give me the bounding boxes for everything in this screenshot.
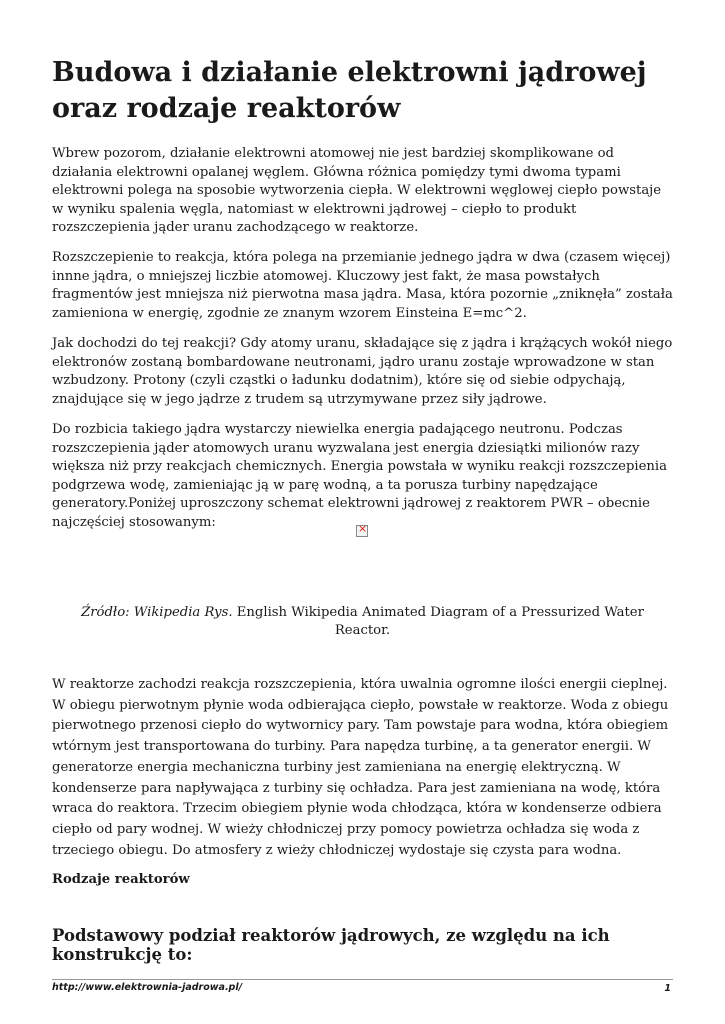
- broken-image-icon: [356, 525, 368, 537]
- page-footer: [52, 979, 673, 993]
- paragraph: W reaktorze zachodzi reakcja rozszczepienia, która uwalnia ogromne ilości energii cieplnej. W obiegu pierwotnym płynie woda odbierająca ciepło, powstałe w reaktorze. Woda z obiegu pierwotnego przenosi ciepło do wytwornicy pary. Tam powstaje para wodna, która obiegiem wtórnym jest transportowana do turbiny. Para napędza turbinę, a ta generator energii. W generatorze energia mechaniczna turbiny jest zamieniana na energię elektryczną. W kondenserze para napływająca z turbiny się ochładza. Para jest zamieniana na wodę, która wraca do reaktora. Trzecim obiegiem płynie woda chłodząca, która w kondenserze odbiera ciepło od pary wodnej. W wieży chłodniczej przy pomocy powietrza ochładza się woda z trzeciego obiegu. Do atmosfery z wieży chłodniczej wydostaje się czysta para wodna.: [52, 677, 669, 858]
- page-title: Budowa i działanie elektrowni jądrowej oraz rodzaje reaktorów: [52, 57, 647, 124]
- paragraph: Do rozbicia takiego jądra wystarczy niewielka energia padającego neutronu. Podczas rozszczepienia jąder atomowych uranu wyzwalana jest energia dziesiątki milionów razy większa niż przy reakcjach chemicznych. Energia powstała w wyniku reakcji rozszczepienia podgrzewa wodę, zamieniając ją w parę wodną, a ta porusza turbiny napędzające generatory.Poniżej uproszczony schemat elektrowni jądrowej z reaktorem PWR – obecnie najczęściej stosowanym:: [52, 422, 667, 530]
- caption-source: Źródło: Wikipedia Rys.: [81, 605, 233, 620]
- page-number: 1: [664, 983, 671, 994]
- caption-text: English Wikipedia Animated Diagram of a Pressurized Water Reactor.: [232, 605, 644, 638]
- paragraph: Wbrew pozorom, działanie elektrowni atomowej nie jest bardziej skomplikowane od działania elektrowni opalanej węglem. Główna różnica pomiędzy tymi dwoma typami elektrowni polega na sposobie wytworzenia ciepła. W elektrowni węglowej ciepło powstaje w wyniku spalenia węgla, natomiast w elektrowni jądrowej – ciepło to produkt rozszczepienia jąder uranu zachodzącego w reaktorze.: [52, 146, 662, 235]
- section-subheading: Podstawowy podział reaktorów jądrowych, ze względu na ich konstrukcję to:: [52, 926, 610, 964]
- figure-caption: [52, 604, 673, 640]
- footer-url[interactable]: http://www.elektrownia-jadrowa.pl/: [52, 982, 243, 993]
- paragraph: Jak dochodzi do tej reakcji? Gdy atomy uranu, składające się z jądra i krążących wokół niego elektronów zostaną bombardowane neutronami, jądro uranu zostaje wprowadzone w stan wzbudzony. Protony (czyli cząstki o ładunku dodatnim), które się od siebie odpychają, znajdujące się w jego jądrze z trudem są utrzymywane przez siły jądrowe.: [52, 336, 673, 407]
- paragraph: Rozszczepienie to reakcja, która polega na przemianie jednego jądra w dwa (czasem więcej) innne jądra, o mniejszej liczbie atomowej. Kluczowy jest fakt, że masa powstałych fragmentów jest mniejsza niż pierwotna masa jądra. Masa, która pozornie „zniknęła” została zamieniona w energię, zgodnie ze znanym wzorem Einsteina E=mc^2.: [52, 250, 673, 321]
- section-heading: Rodzaje reaktorów: [52, 872, 190, 887]
